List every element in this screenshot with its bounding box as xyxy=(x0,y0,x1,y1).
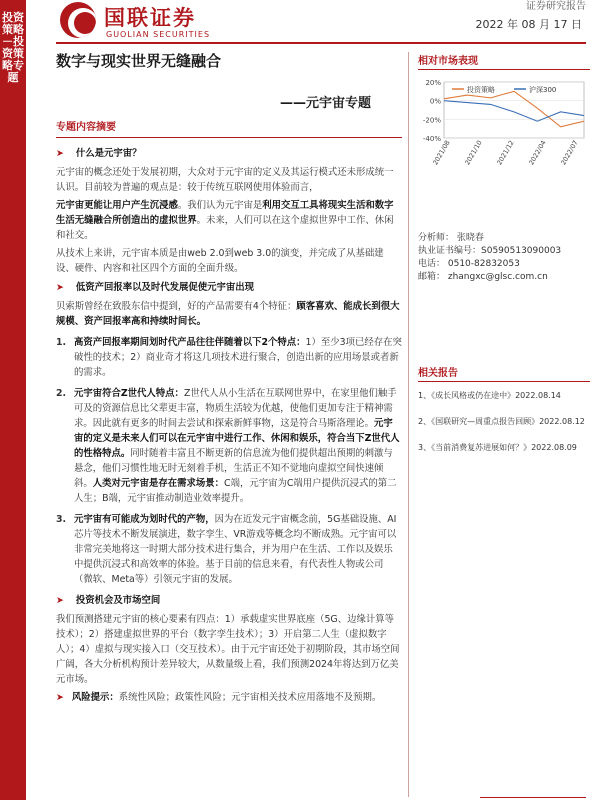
paragraph: 元宇宙更能让用户产生沉浸感。我们认为元宇宙是利用交互工具将现实生活和数字生活无缝融合所创造出的虚拟世界。未来，人们可以在这个虚拟世界中工作、休闲和社交。 xyxy=(56,200,394,241)
related-report-link[interactable]: 1、《成长风格或仍在途中》2022.08.14 xyxy=(418,391,561,400)
chart-x-tick-label: 2021/08 xyxy=(431,139,452,167)
chart-x-tick-label: 2021/10 xyxy=(463,139,484,167)
footer-divider xyxy=(480,797,586,798)
info-column xyxy=(418,52,590,468)
chart-x-tick-label: 2022/04 xyxy=(527,139,548,167)
list-item: 2. 元宇宙符合Z世代人特点：Z世代人从小生活在互联网世界中，在家里他们触手可及的资源信息比父辈更丰富，物质生活较为优越，使他们更加专注于精神需求。因此就有更多的时间去尝试和探索新鲜事物，这是符合马斯洛理论。元宇宙的定义是未来人们可以在元宇宙中进行工作、休闲和娱乐，符合当下Z世代人的性格特点。同时随着丰富且不断更新的信息流为他们提供超出预期的刺激与悬念，他们习惯性地无时无刻着手机，生活正不知不觉地向虚拟空间快速倾斜。人类对元宇宙是存在需求场景：C端，元宇宙为C端用户提供沉浸式的第二人生；B端，元宇宙推动制造业效率提升。 xyxy=(56,388,400,504)
analyst-phone: 电话： 0510-82832053 xyxy=(418,259,520,269)
chart-y-tick-label: 0% xyxy=(429,97,441,106)
paragraph: 元宇宙的概念还处于发展初期，大众对于元宇宙的定义及其运行模式还未形成统一认识。目前较为普遍的观点是：较于传统互联网使用体验而言， xyxy=(56,167,394,193)
company-logo xyxy=(60,2,230,42)
summary-header: 专题内容摘要 xyxy=(56,120,402,138)
bullet-investment: ➤ 投资机会及市场空间 xyxy=(56,595,161,606)
related-report-link[interactable]: 2、《国联研究—周重点报告回顾》2022.08.12 xyxy=(418,417,585,426)
sidebar xyxy=(0,0,26,800)
market-header: 相对市场表现 xyxy=(418,52,590,70)
chart-y-tick-label: -40% xyxy=(422,135,441,143)
related-header: 相关报告 xyxy=(418,364,590,382)
chart-series-line xyxy=(444,91,584,126)
logo-icon xyxy=(60,2,96,38)
chart-legend-label: 投资策略 xyxy=(467,86,495,94)
arrow-bullet-icon: ➤ xyxy=(56,148,64,159)
bullet-low-roa: ➤ 低资产回报率以及时代发展促使元宇宙出现 xyxy=(56,282,254,293)
list-item: 1. 高资产回报率期间划时代产品往往伴随着以下2个特点：1）至少3项已经存在突破性的技术；2）商业奇才将这几项技术进行聚合，创造出新的应用场景或者新的需求。 xyxy=(56,337,402,378)
page-subtitle: ——元宇宙专题 xyxy=(280,96,372,111)
logo-english: GUOLIAN SECURITIES xyxy=(106,30,211,39)
column-divider xyxy=(408,52,409,797)
arrow-bullet-icon: ➤ xyxy=(56,692,64,703)
report-type: 证券研究报告 xyxy=(526,1,586,12)
risk-notice: ➤ 风险提示：系统性风险；政策性风险；元宇宙相关技术应用落地不及预期。 xyxy=(56,692,382,703)
paragraph: 我们预测搭建元宇宙的核心要素有四点：1）承载虚实世界底座（5G、边缘计算等技术）；2）搭建虚拟世界的平台（数字孪生技术）；3）开启第二人生（虚拟数字人）；4）虚拟与现实接入口（交互技术）。由于元宇宙还处于初期阶段，其市场空间广阔，各大分析机构预计差异较大，从数量级上看，我们预测2024年将达到万亿美元市场。 xyxy=(56,614,400,685)
chart-series-line xyxy=(444,101,584,122)
paragraph: 从技术上来讲，元宇宙本质是由web 2.0到web 3.0的演变，并完成了从基础建设、硬件、内容和社区四个方面的全面升级。 xyxy=(56,248,384,274)
analyst-email: 邮箱： zhangxc@glsc.com.cn xyxy=(418,272,548,282)
analyst-cert: 执业证书编号：S0590513090003 xyxy=(418,246,562,256)
chart-y-tick-label: -20% xyxy=(422,116,441,125)
related-reports xyxy=(418,364,590,454)
chart-legend-label: 沪深300 xyxy=(529,86,557,94)
list-item: 3. 元宇宙有可能成为划时代的产物，因为在近发元宇宙概念前，5G基础设施、AI芯片等技术不断发展演进，数字孪生、VR游戏等概念均不断成熟。元宇宙可以非常完美地将这一时期大部分技术进行集合，并为用户在生活、工作以及娱乐中提供沉浸式和高效率的体验。基于目前的信息来看，有代表性人物或公司（微软、Meta等）引领元宇宙的发展。 xyxy=(56,514,397,585)
chart-svg xyxy=(418,74,590,172)
chart-x-tick-label: 2021/12 xyxy=(495,139,516,167)
sidebar-label: 投资策略－投资策略专题 xyxy=(2,11,24,84)
logo-text: 国联证券 xyxy=(104,6,196,30)
arrow-bullet-icon: ➤ xyxy=(56,282,64,293)
related-report-link[interactable]: 3、《当前消费复苏进展如何？》2022.08.09 xyxy=(418,443,577,452)
header-divider xyxy=(56,42,586,44)
bullet-what-is-metaverse: ➤ 什么是元宇宙？ xyxy=(56,148,142,159)
chart-plot-area xyxy=(444,82,584,138)
arrow-bullet-icon: ➤ xyxy=(56,595,64,606)
relative-performance-chart xyxy=(418,74,590,172)
paragraph: 贝索斯曾经在致股东信中提到，好的产品需要有4个特征：顾客喜欢、能成长到很大规模、资产回报率高和持续时间长。 xyxy=(56,301,400,327)
chart-y-tick-label: 20% xyxy=(425,79,441,87)
analyst-name: 分析师： 张晓春 xyxy=(418,233,484,243)
chart-x-tick-label: 2022/07 xyxy=(559,139,580,167)
analyst-contact xyxy=(418,232,590,284)
page-title: 数字与现实世界无缝融合 xyxy=(56,52,222,70)
report-date: 2022 年 08 月 17 日 xyxy=(475,18,582,31)
summary-column xyxy=(56,120,402,708)
